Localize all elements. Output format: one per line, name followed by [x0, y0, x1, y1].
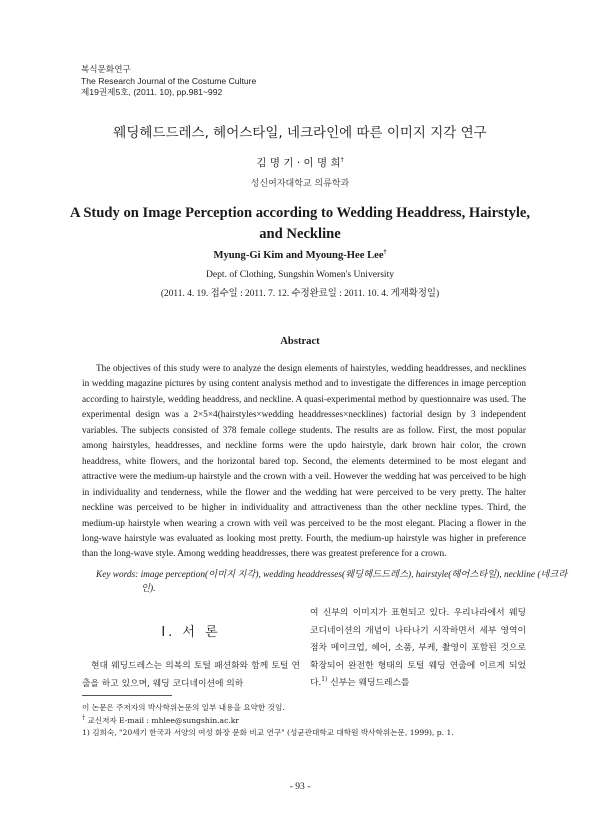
title-english: A Study on Image Perception according to Wedding Headdress, Hairstyle, and Neckline — [69, 205, 531, 242]
footnote-divider — [82, 695, 172, 696]
authors-english — [0, 250, 600, 261]
authors-korean — [0, 155, 600, 170]
footnote-reference-1: 1) 김희숙, "20세기 한국과 서양의 여성 화장 문화 비교 연구" (성균관대학교 대학원 박사학위논문, 1999), p. 1. — [82, 728, 454, 737]
right-column — [310, 605, 526, 693]
footnotes — [82, 702, 542, 740]
corresponding-author-mark-en: † — [383, 249, 387, 256]
journal-header — [81, 64, 381, 99]
keywords: Key words: image perception(이미지 지각), wedding headdresses(웨딩헤드드레스), hairstyle(헤어스타일), neckline (네크라인). — [96, 570, 568, 594]
footnote-corresponding — [82, 715, 542, 728]
footnote-email: 교신저자 E-mail : mhlee@sungshin.ac.kr — [85, 715, 239, 725]
intro-right-tail: 신부는 웨딩드레스를 — [327, 678, 410, 689]
authors-korean-names: 김 명 기 · 이 명 희 — [256, 157, 341, 169]
submission-dates: (2011. 4. 19. 접수일 : 2011. 7. 12. 수정완료일 : 2011. 10. 4. 게재확정일) — [160, 289, 440, 299]
authors-english-names: Myung-Gi Kim and Myoung-Hee Lee — [213, 250, 384, 261]
journal-name-en: The Research Journal of the Costume Culture — [81, 75, 257, 86]
footnote-dagger: † — [82, 713, 85, 721]
intro-paragraph-right — [310, 605, 526, 693]
intro-right-text: 여 신부의 이미지가 표현되고 있다. 우리나라에서 웨딩 코디네이션의 개념이 나타나기 시작하면서 세부 영역이 점차 메이크업, 헤어, 소품, 부케, 촬영이 포함된 것으로 확장되어 완전한 형태의 토털 웨딩 연출에 이르게 되었다. — [310, 608, 526, 689]
affiliation-korean: 성신여자대학교 의류학과 — [250, 179, 350, 189]
footnote-thesis: 이 논문은 주저자의 박사학위논문의 일부 내용을 요약한 것임. — [82, 703, 285, 712]
section-heading-introduction: Ⅰ. 서 론 — [161, 625, 221, 640]
footnote-ref-1: 1) — [321, 676, 328, 684]
abstract-heading: Abstract — [280, 336, 320, 347]
intro-paragraph-left: 현대 웨딩드레스는 의복의 토털 패션화와 함께 토털 연출을 하고 있으며, 웨딩 코디네이션에 의하 — [82, 661, 300, 689]
title-korean: 웨딩헤드드레스, 헤어스타일, 네크라인에 따른 이미지 지각 연구 — [113, 125, 487, 141]
page-number: - 93 - — [289, 781, 311, 792]
affiliation-english: Dept. of Clothing, Sungshin Women's University — [205, 269, 395, 280]
left-column — [82, 612, 300, 693]
journal-issue: 제19권제5호, (2011. 10), pp.981~992 — [81, 87, 223, 98]
abstract-body: The objectives of this study were to analyze the design elements of hairstyles, wedding headdresses, and necklines in wedding magazine pictures by using content analysis method and to investigate the differences in image perception according to hairstyle, wedding headdress, and neckline. A quasi-experimental method by questionnaire was used. The experimental design was a 2×5×4(hairstyles×wedding headdresses×necklines) factorial design by 3 independent variables. The subjects consisted of 378 female college students. The results are as follow. First, the most popular among hairstyles, headdresses, and neckline forms were the updo hairstyle, dark brown hair color, the crown headdress, white flowers, and the horizontal bared top. Second, the elements determined to be most elegant and attractive were the medium-up hairstyle and the crown with a veil. However the wedding hat was perceived to be high in individuality and tenderness, while the flower and the wedding hat were perceived to be very pretty. The halter neckline was perceived to be higher in individuality and attractiveness than the other neckline types. Third, the medium-up hairstyle when wearing a crown with veil was perceived to be the most elegant. Placing a flower in the long-wave hairstyle was evaluated as looking most pretty. Fourth, the medium-up hairstyle was higher in preference than the long-wave style. Among wedding headdresses, there was greatest preference for a crown. — [82, 364, 526, 560]
corresponding-author-mark: † — [340, 156, 344, 164]
journal-name-kr: 복식문화연구 — [81, 64, 131, 74]
